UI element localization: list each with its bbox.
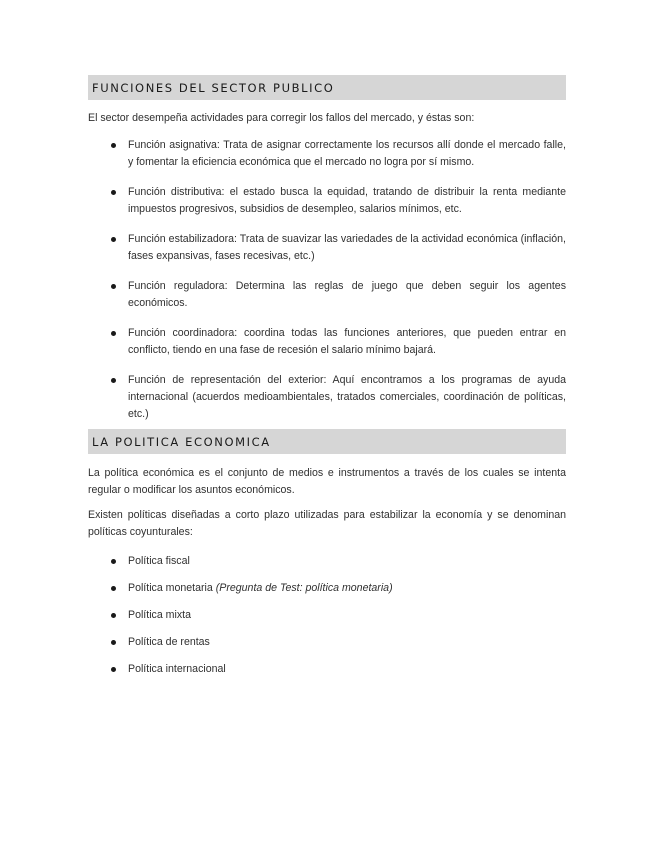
- coyunturales-paragraph: Existen políticas diseñadas a corto plazo utilizadas para estabilizar la economía y se denominan políticas coyunturales:: [88, 509, 566, 538]
- section-heading-text: FUNCIONES DEL SECTOR PUBLICO: [92, 80, 335, 95]
- list-item-text: Función coordinadora: coordina todas las funciones anteriores, que pueden entrar en conflicto, tiendo en una fase de recesión el salario mínimo bajará.: [128, 327, 566, 356]
- bullet-icon: [111, 378, 116, 383]
- section-heading-text: LA POLITICA ECONOMICA: [92, 434, 271, 449]
- bullet-icon: [111, 331, 116, 336]
- list-item-text: Función reguladora: Determina las reglas de juego que deben seguir los agentes económicos.: [128, 280, 566, 309]
- list-item-text: Función distributiva: el estado busca la equidad, tratando de distribuir la renta mediante impuestos progresivos, subsidios de desempleo, salarios mínimos, etc.: [128, 186, 566, 215]
- list-item: [88, 661, 566, 678]
- list-item-text: Política mixta: [128, 609, 191, 621]
- list-item-text: Política monetaria: [128, 582, 216, 594]
- list-item-note: (Pregunta de Test: política monetaria): [215, 582, 393, 594]
- list-item-text: Política fiscal: [128, 555, 190, 567]
- functions-list: [88, 137, 566, 423]
- list-item-text: Función asignativa: Trata de asignar correctamente los recursos allí donde el mercado falle, y fomentar la eficiencia económica que el mercado no logra por sí mismo.: [128, 139, 566, 168]
- list-item: [88, 231, 566, 265]
- section-heading-funciones: [88, 75, 566, 100]
- bullet-icon: [111, 190, 116, 195]
- list-item: [88, 372, 566, 423]
- list-item: [88, 580, 566, 597]
- bullet-icon: [111, 613, 116, 618]
- list-item: [88, 634, 566, 651]
- document-page: [88, 75, 566, 688]
- section-heading-politica: [88, 429, 566, 454]
- bullet-icon: [111, 559, 116, 564]
- definition-paragraph: La política económica es el conjunto de medios e instrumentos a través de los cuales se intenta regular o modificar los asuntos económicos.: [88, 467, 566, 496]
- list-item-text: Política de rentas: [128, 636, 210, 648]
- policies-list: [88, 553, 566, 678]
- list-item: [88, 553, 566, 570]
- list-item: [88, 137, 566, 171]
- list-item: [88, 278, 566, 312]
- bullet-icon: [111, 237, 116, 242]
- bullet-icon: [111, 667, 116, 672]
- list-item: [88, 325, 566, 359]
- intro-paragraph: El sector desempeña actividades para corregir los fallos del mercado, y éstas son:: [88, 112, 475, 124]
- list-item: [88, 607, 566, 624]
- bullet-icon: [111, 586, 116, 591]
- list-item-text: Función de representación del exterior: Aquí encontramos a los programas de ayuda internacional (acuerdos medioambientales, tratados comerciales, coordinación de políticas, etc.): [128, 374, 566, 420]
- bullet-icon: [111, 143, 116, 148]
- bullet-icon: [111, 284, 116, 289]
- list-item-text: Función estabilizadora: Trata de suavizar las variedades de la actividad económica (inflación, fases expansivas, fases recesivas, etc.): [128, 233, 566, 262]
- bullet-icon: [111, 640, 116, 645]
- list-item-text: Política internacional: [128, 663, 226, 675]
- list-item: [88, 184, 566, 218]
